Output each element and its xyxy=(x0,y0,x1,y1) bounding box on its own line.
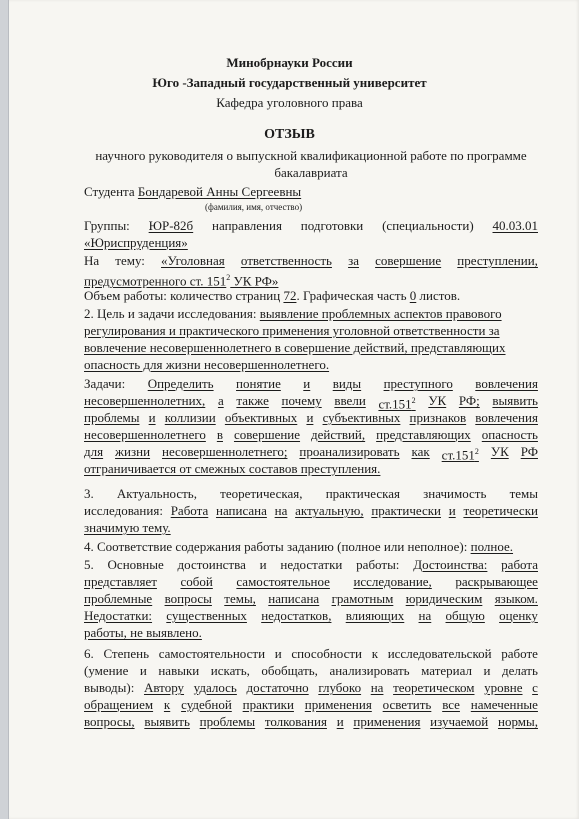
word: осветить xyxy=(382,697,432,712)
word: на xyxy=(418,608,432,623)
student-line xyxy=(84,184,538,200)
tasks-line-6: отграничивается от смежных составов преступления. xyxy=(84,461,381,476)
word: также xyxy=(236,393,269,408)
group-label: Группы: xyxy=(84,218,130,233)
word: и xyxy=(259,557,267,572)
group-word: (специальности) xyxy=(382,218,474,233)
volume-text: . Графическая часть xyxy=(296,288,410,303)
word: написана xyxy=(215,503,267,518)
word: коллизии xyxy=(164,410,216,425)
goal-line-2: регулирования и практического применения уголовной ответственности за xyxy=(84,323,500,338)
word: толкования xyxy=(264,714,327,729)
word: Степень xyxy=(103,646,150,661)
goal-line-3: вовлечение несовершеннолетнего в совершение действий, представляющих xyxy=(84,340,506,355)
word: материал xyxy=(421,663,472,678)
word: 6. xyxy=(84,646,94,661)
word: и xyxy=(148,410,156,425)
word: выводы): xyxy=(84,680,135,695)
word: влияющих xyxy=(345,608,405,623)
independence-line-5 xyxy=(84,714,538,730)
topic-line-1 xyxy=(84,253,538,269)
conformity-line xyxy=(84,539,538,555)
word: способности xyxy=(291,646,362,661)
word: применения xyxy=(304,697,372,712)
word: РФ; xyxy=(458,393,480,408)
word: виды xyxy=(332,376,362,391)
student-name: Бондаревой Анны Сергеевны xyxy=(137,184,302,199)
group-line xyxy=(84,218,538,234)
word: искать, xyxy=(210,663,250,678)
word: На xyxy=(84,253,100,268)
word: РФ xyxy=(520,444,538,459)
superscript: 2 xyxy=(474,447,479,456)
word: несовершеннолетнего xyxy=(84,427,206,442)
word: оценку xyxy=(499,608,538,623)
word: теоретически xyxy=(463,503,538,518)
word: с xyxy=(532,680,538,695)
word: делать xyxy=(502,663,538,678)
word: Актуальность, xyxy=(116,486,197,501)
word: субъективных xyxy=(322,410,401,425)
word: работы: xyxy=(356,557,400,572)
word: общую xyxy=(445,608,485,623)
tasks-line-4 xyxy=(84,427,538,443)
word: для xyxy=(84,444,104,459)
conformity-value: полное. xyxy=(470,539,514,554)
ministry-name: Минобрнауки России xyxy=(226,55,353,70)
word: на xyxy=(274,503,288,518)
word: уровне xyxy=(484,680,523,695)
word: актуальную, xyxy=(295,503,364,518)
word: достоинства xyxy=(177,557,246,572)
word: Недостатки: xyxy=(84,608,153,623)
word: самостоятельное xyxy=(236,574,330,589)
relevance-line-2 xyxy=(84,503,538,519)
word: все xyxy=(442,697,460,712)
word: действий, xyxy=(311,427,366,442)
subtitle-line-1: научного руководителя о выпускной квалификационной работе по программе xyxy=(95,148,527,163)
graphics-count: 0 xyxy=(409,288,417,303)
word: исследование, xyxy=(353,574,432,589)
word: практически xyxy=(371,503,441,518)
merits-line-4 xyxy=(84,608,538,624)
word: опасность xyxy=(481,427,538,442)
word: проблемы xyxy=(84,410,140,425)
word: практики xyxy=(242,697,294,712)
word: раскрывающее xyxy=(455,574,538,589)
word: недостатки xyxy=(280,557,343,572)
word: ввели xyxy=(334,393,366,408)
word: преступного xyxy=(383,376,453,391)
word: навыки xyxy=(158,663,200,678)
independence-line-3 xyxy=(84,680,538,696)
goal-label: 2. Цель и задачи исследования: xyxy=(84,306,260,321)
word: жизни xyxy=(115,444,151,459)
topic-text: УК РФ» xyxy=(230,273,279,289)
student-label: Студента xyxy=(84,184,135,199)
word: обобщать, xyxy=(261,663,318,678)
word: 5. xyxy=(84,557,94,572)
word: темы xyxy=(509,486,538,501)
word: работа xyxy=(501,557,538,572)
word: УК xyxy=(490,444,509,459)
specialty-text: «Юриспруденция» xyxy=(84,235,188,250)
word: Основные xyxy=(107,557,164,572)
word: собой xyxy=(180,574,213,589)
goal-line-1 xyxy=(84,306,538,322)
merits-line-5: работы, не выявлено. xyxy=(84,625,202,640)
word: несовершеннолетнего; xyxy=(162,444,288,459)
word: на xyxy=(370,680,384,695)
word: исследовательской xyxy=(387,646,492,661)
word: Автору xyxy=(143,680,185,695)
word: проанализировать xyxy=(299,444,400,459)
goal-line-4: опасность для жизни несовершеннолетнего. xyxy=(84,357,330,372)
student-hint: (фамилия, имя, отчество) xyxy=(205,202,303,212)
word: Достоинства: xyxy=(413,557,488,572)
word: как xyxy=(411,444,430,459)
superscript: 2 xyxy=(411,396,416,405)
word: понятие xyxy=(236,376,281,391)
word: выявить xyxy=(492,393,538,408)
word: тему: xyxy=(115,253,145,268)
word: и xyxy=(139,663,147,678)
word: практическая xyxy=(325,486,400,501)
university-name: Юго -Западный государственный университет xyxy=(152,75,427,90)
word: ответственность xyxy=(240,253,332,268)
goal-text: выявление проблемных аспектов правового xyxy=(259,306,502,321)
specialty-name xyxy=(84,235,538,251)
word: выявить xyxy=(144,714,190,729)
word: представляет xyxy=(84,574,157,589)
relevance-line-3: значимую тему. xyxy=(84,520,171,535)
merits-line-1 xyxy=(84,557,538,573)
word: применения xyxy=(353,714,421,729)
word: языком. xyxy=(494,591,538,606)
word: объективных xyxy=(224,410,298,425)
group-number: ЮР-82б xyxy=(148,218,194,233)
word: анализировать xyxy=(329,663,410,678)
word: теоретическом xyxy=(393,680,475,695)
relevance-line-1 xyxy=(84,486,538,502)
word: самостоятельности xyxy=(158,646,266,661)
merits-line-2 xyxy=(84,574,538,590)
word: УК xyxy=(428,393,447,408)
word: и xyxy=(336,714,344,729)
word: проблемные xyxy=(84,591,153,606)
word: теоретическая, xyxy=(220,486,303,501)
topic-text: предусмотренного ст. 151 xyxy=(84,273,227,289)
volume-text: Объем работы: количество страниц xyxy=(84,288,284,303)
word: «Уголовная xyxy=(161,253,225,268)
word: намеченные xyxy=(470,697,538,712)
word: работе xyxy=(501,646,538,661)
word: и xyxy=(306,410,314,425)
group-word: направления xyxy=(212,218,282,233)
word: изучаемой xyxy=(430,714,489,729)
word: а xyxy=(217,393,224,408)
word: почему xyxy=(281,393,322,408)
word: к xyxy=(163,697,171,712)
word: достаточно xyxy=(246,680,309,695)
word: 3. xyxy=(84,486,94,501)
merits-line-3 xyxy=(84,591,538,607)
topic-line-2 xyxy=(84,270,538,289)
word: вопросы, xyxy=(84,714,135,729)
word: существенных xyxy=(166,608,247,623)
word: ст.151 xyxy=(441,447,475,463)
word: в xyxy=(216,427,223,442)
word: признаков xyxy=(409,410,467,425)
independence-line-2 xyxy=(84,663,538,679)
word: к xyxy=(371,646,379,661)
word: написана xyxy=(268,591,320,606)
subtitle-line-2: бакалавриата xyxy=(274,165,348,180)
word: грамотным xyxy=(331,591,394,606)
page-count: 72 xyxy=(283,288,297,303)
word: вовлечения xyxy=(475,376,538,391)
word: совершение xyxy=(375,253,442,268)
word: исследования: xyxy=(84,503,163,518)
word: и xyxy=(483,663,491,678)
word: глубоко xyxy=(318,680,362,695)
word: представляющих xyxy=(376,427,471,442)
word: Задачи: xyxy=(84,376,126,391)
word: и xyxy=(448,503,456,518)
superscript: 2 xyxy=(226,273,231,282)
word: Работа xyxy=(170,503,209,518)
conformity-label: 4. Соответствие содержания работы заданию (полное или неполное): xyxy=(84,539,471,554)
independence-line-1 xyxy=(84,646,538,662)
word: Определить xyxy=(147,376,214,391)
word: удалось xyxy=(193,680,237,695)
word: проблемы xyxy=(199,714,256,729)
word: значимость xyxy=(423,486,487,501)
word: вопросы xyxy=(164,591,212,606)
word: недостатков, xyxy=(261,608,332,623)
volume-text: листов. xyxy=(416,288,461,303)
word: нормы, xyxy=(497,714,538,729)
word: и xyxy=(274,646,282,661)
word: юридическим xyxy=(405,591,483,606)
independence-line-4 xyxy=(84,697,538,713)
department-name: Кафедра уголовного права xyxy=(216,95,363,110)
group-word: подготовки xyxy=(300,218,364,233)
word: ст.151 xyxy=(378,396,412,412)
word: и xyxy=(303,376,311,391)
tasks-line-1 xyxy=(84,376,538,392)
word: вовлечения xyxy=(475,410,538,425)
word: за xyxy=(348,253,359,268)
word: совершение xyxy=(233,427,301,442)
word: судебной xyxy=(181,697,232,712)
doc-title: ОТЗЫВ xyxy=(264,127,315,142)
word: обращением xyxy=(84,697,154,712)
volume-line xyxy=(84,288,538,304)
tasks-line-3 xyxy=(84,410,538,426)
word: (умение xyxy=(84,663,129,678)
word: преступлении, xyxy=(457,253,538,268)
word: темы, xyxy=(224,591,256,606)
specialty-code: 40.03.01 xyxy=(492,218,538,233)
word: несовершеннолетних, xyxy=(84,393,206,408)
